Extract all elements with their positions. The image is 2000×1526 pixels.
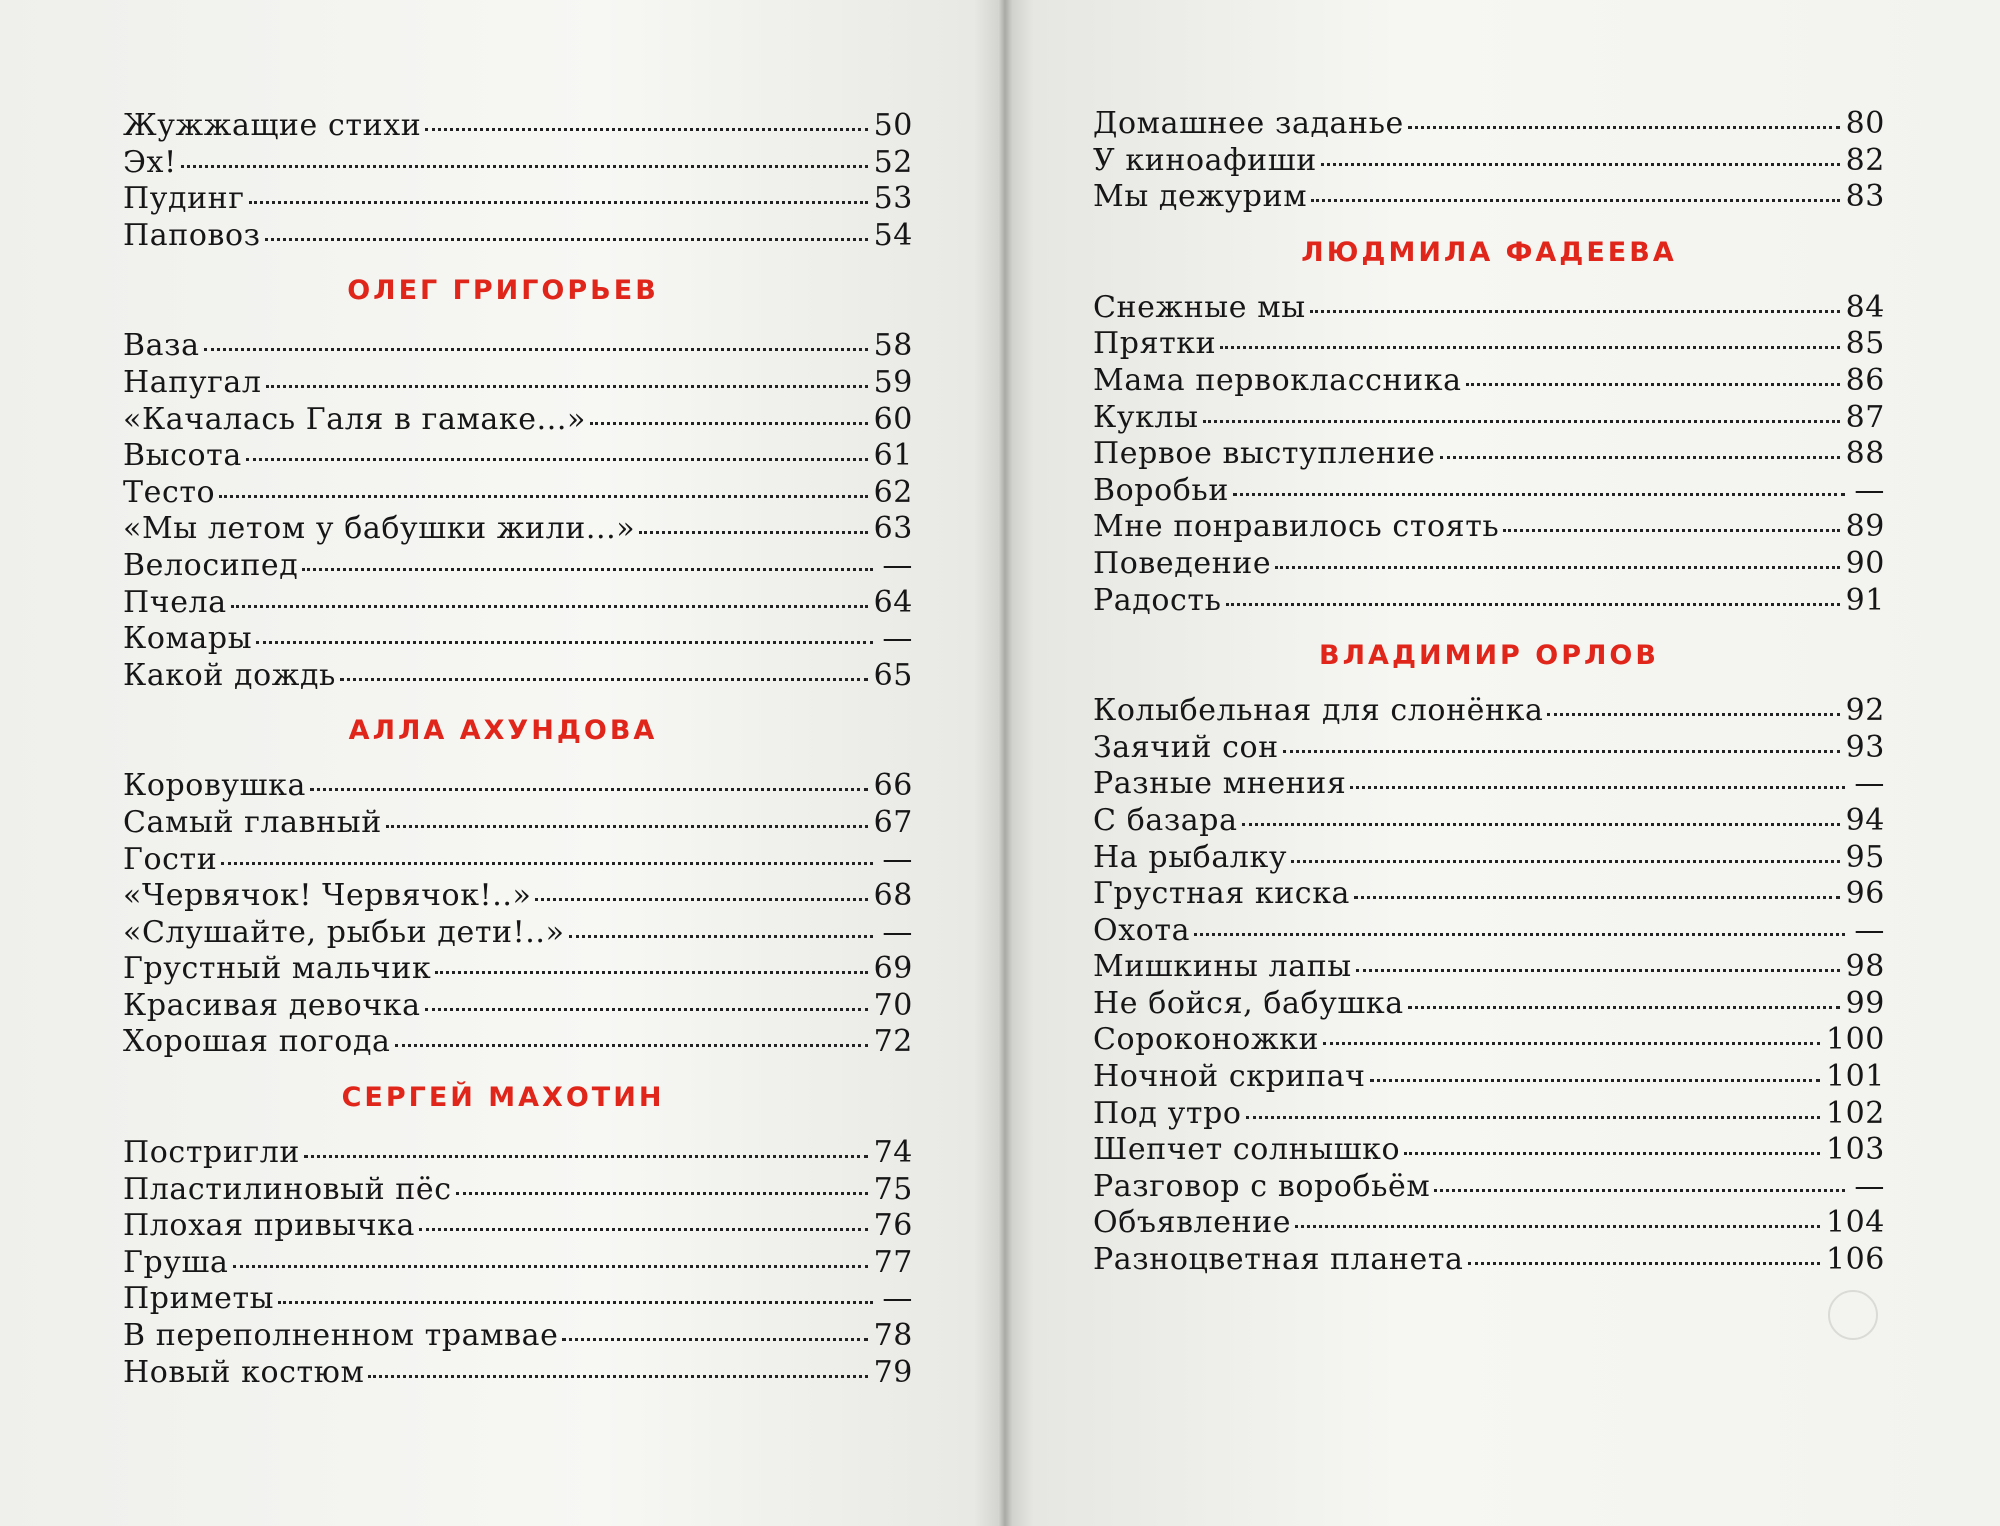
entry-title: Тесто [123, 474, 216, 510]
entry-title: Разноцветная планета [1093, 1242, 1464, 1278]
toc-entry [123, 548, 913, 585]
toc-entry [123, 145, 913, 182]
dot-leader [219, 495, 867, 498]
dot-leader [435, 971, 867, 974]
entry-title: Мы дежурим [1093, 179, 1308, 215]
entry-title: Пчела [123, 584, 227, 620]
dot-leader [265, 238, 868, 241]
entry-page-number: 90 [1845, 545, 1885, 581]
left-contents-column [123, 108, 913, 1391]
entry-page-number: 50 [873, 108, 913, 143]
dot-leader [1404, 1152, 1820, 1155]
toc-entry [1093, 509, 1885, 546]
toc-entry [123, 402, 913, 439]
entry-page-number: 93 [1845, 729, 1885, 765]
toc-entry [1093, 913, 1885, 950]
entry-page-number: 52 [873, 144, 913, 180]
toc-entry [1093, 1132, 1885, 1169]
toc-entry [1093, 583, 1885, 620]
entry-title: Первое выступление [1093, 436, 1436, 472]
toc-entry [1093, 803, 1885, 840]
dot-leader [1350, 786, 1845, 789]
entry-title: С базара [1093, 802, 1238, 838]
toc-entry [123, 328, 913, 365]
toc-entry [123, 181, 913, 218]
dot-leader [1194, 933, 1845, 936]
entry-title: Ваза [123, 328, 200, 364]
toc-entry [123, 658, 913, 695]
entry-title: Пудинг [123, 181, 245, 217]
entry-page-number: 95 [1845, 839, 1885, 875]
author-heading: АЛЛА АХУНДОВА [348, 715, 658, 747]
entry-page-number: — [1854, 912, 1885, 948]
entry-page-number: 62 [873, 474, 913, 510]
dot-leader [456, 1192, 868, 1195]
dot-leader [1295, 1225, 1820, 1228]
toc-entry [1093, 876, 1885, 913]
dot-leader [256, 641, 873, 644]
dot-leader [249, 201, 868, 204]
dot-leader [1440, 456, 1840, 459]
toc-entry [1093, 766, 1885, 803]
entry-title: Мама первоклассника [1093, 362, 1462, 398]
dot-leader [278, 1301, 873, 1304]
entry-page-number: 60 [873, 401, 913, 437]
entry-page-number: 79 [873, 1354, 913, 1390]
dot-leader [1291, 860, 1840, 863]
toc-entry [1093, 290, 1885, 327]
entry-page-number: 66 [873, 768, 913, 804]
entry-title: В переполненном трамвае [123, 1318, 559, 1354]
entry-page-number: 91 [1845, 582, 1885, 618]
dot-leader [1311, 199, 1839, 202]
toc-entry [1093, 436, 1885, 473]
entry-title: Жужжащие стихи [123, 108, 422, 143]
toc-entry [123, 1318, 913, 1355]
entry-page-number: 80 [1845, 106, 1885, 141]
entry-page-number: 77 [873, 1244, 913, 1280]
dot-leader [535, 898, 867, 901]
dot-leader [302, 568, 873, 571]
dot-leader [1370, 1079, 1820, 1082]
entry-title: «Мы летом у бабушки жили...» [123, 511, 636, 547]
entry-title: Приметы [123, 1281, 275, 1317]
dot-leader [639, 531, 867, 534]
entry-page-number: — [882, 621, 913, 657]
entry-page-number: 63 [873, 511, 913, 547]
entry-title: Плохая привычка [123, 1208, 415, 1244]
toc-entry [123, 1245, 913, 1282]
entry-page-number: 99 [1845, 985, 1885, 1021]
right-contents-column [1093, 106, 1885, 1279]
entry-title: «Качалась Галя в гамаке...» [123, 401, 586, 437]
dot-leader [266, 385, 868, 388]
toc-entry [123, 951, 913, 988]
entry-page-number: 53 [873, 181, 913, 217]
book-gutter [998, 0, 1012, 1526]
entry-title: Высота [123, 438, 242, 474]
toc-entry [123, 475, 913, 512]
dot-leader [386, 825, 868, 828]
toc-entry [1093, 986, 1885, 1023]
entry-page-number: 104 [1825, 1205, 1885, 1241]
toc-entry [1093, 1242, 1885, 1279]
age-rating-seal-showthrough [1828, 1290, 1878, 1340]
dot-leader [1408, 126, 1840, 129]
toc-entry [1093, 143, 1885, 180]
toc-entry [123, 1172, 913, 1209]
entry-title: Прятки [1093, 326, 1217, 362]
toc-entry [1093, 1096, 1885, 1133]
entry-title: «Червячок! Червячок!..» [123, 878, 532, 914]
dot-leader [425, 128, 867, 131]
dot-leader [1408, 1006, 1840, 1009]
entry-title: Грустная киска [1093, 876, 1351, 912]
toc-entry [123, 1208, 913, 1245]
toc-entry [1093, 730, 1885, 767]
entry-title: Ночной скрипач [1093, 1059, 1366, 1095]
toc-entry [123, 878, 913, 915]
entry-title: Грустный мальчик [123, 951, 432, 987]
entry-page-number: 61 [873, 438, 913, 474]
toc-entry [1093, 949, 1885, 986]
dot-leader [1275, 566, 1839, 569]
author-heading: СЕРГЕЙ МАХОТИН [341, 1082, 665, 1114]
toc-entry [123, 218, 913, 255]
entry-page-number: 88 [1845, 436, 1885, 472]
dot-leader [1233, 493, 1845, 496]
dot-leader [1220, 346, 1839, 349]
dot-leader [231, 605, 868, 608]
entry-page-number: 92 [1845, 693, 1885, 729]
author-heading: ЛЮДМИЛА ФАДЕЕВА [1301, 236, 1677, 268]
toc-entry [1093, 693, 1885, 730]
dot-leader [1547, 713, 1839, 716]
toc-entry [123, 1135, 913, 1172]
entry-page-number: 75 [873, 1171, 913, 1207]
dot-leader [1356, 969, 1840, 972]
dot-leader [1226, 603, 1840, 606]
dot-leader [1242, 823, 1840, 826]
entry-page-number: 69 [873, 951, 913, 987]
dot-leader [1321, 163, 1840, 166]
toc-entry [123, 915, 913, 952]
entry-page-number: — [882, 914, 913, 950]
entry-page-number: 94 [1845, 802, 1885, 838]
toc-entry [1093, 326, 1885, 363]
dot-leader [1246, 1116, 1820, 1119]
entry-title: Объявление [1093, 1205, 1292, 1241]
entry-title: Напугал [123, 364, 262, 400]
entry-page-number: 54 [873, 217, 913, 253]
toc-entry [1093, 106, 1885, 143]
toc-entry [123, 585, 913, 622]
dot-leader [233, 1265, 868, 1268]
toc-entry [1093, 400, 1885, 437]
entry-title: Паповоз [123, 217, 261, 253]
entry-page-number: 64 [873, 584, 913, 620]
entry-title: Заячий сон [1093, 729, 1279, 765]
toc-entry [1093, 1022, 1885, 1059]
entry-page-number: 67 [873, 804, 913, 840]
entry-page-number: 86 [1845, 362, 1885, 398]
entry-page-number: — [882, 841, 913, 877]
entry-title: Не бойся, бабушка [1093, 985, 1404, 1021]
entry-title: Красивая девочка [123, 987, 421, 1023]
toc-entry [123, 1281, 913, 1318]
entry-page-number: 98 [1845, 949, 1885, 985]
toc-entry [123, 1355, 913, 1392]
entry-page-number: 76 [873, 1208, 913, 1244]
entry-page-number: 82 [1845, 142, 1885, 178]
dot-leader [340, 678, 868, 681]
dot-leader [1354, 896, 1840, 899]
entry-title: Разные мнения [1093, 766, 1347, 802]
entry-page-number: 102 [1825, 1095, 1885, 1131]
dot-leader [246, 458, 868, 461]
dot-leader [1466, 383, 1840, 386]
toc-entry [1093, 840, 1885, 877]
entry-title: Колыбельная для слонёнка [1093, 693, 1544, 729]
entry-title: У киноафиши [1093, 142, 1317, 178]
entry-title: Радость [1093, 582, 1222, 618]
dot-leader [181, 165, 868, 168]
entry-title: Домашнее заданье [1093, 106, 1404, 141]
dot-leader [562, 1338, 867, 1341]
toc-entry [123, 511, 913, 548]
dot-leader [419, 1228, 868, 1231]
dot-leader [1503, 529, 1839, 532]
toc-entry [123, 108, 913, 145]
entry-title: Пластилиновый пёс [123, 1171, 452, 1207]
entry-title: Коровушка [123, 768, 307, 804]
toc-entry [123, 805, 913, 842]
entry-page-number: 78 [873, 1318, 913, 1354]
entry-page-number: 96 [1845, 876, 1885, 912]
entry-title: Снежные мы [1093, 289, 1306, 325]
dot-leader [304, 1155, 868, 1158]
dot-leader [204, 348, 868, 351]
entry-page-number: — [882, 547, 913, 583]
toc-entry [1093, 1059, 1885, 1096]
entry-page-number: 84 [1845, 289, 1885, 325]
entry-title: Самый главный [123, 804, 382, 840]
entry-page-number: — [1854, 766, 1885, 802]
entry-page-number: — [1854, 472, 1885, 508]
entry-title: Охота [1093, 912, 1191, 948]
toc-entry [123, 365, 913, 402]
entry-title: Разговор с воробьём [1093, 1168, 1431, 1204]
dot-leader [569, 935, 873, 938]
entry-page-number: 72 [873, 1024, 913, 1060]
dot-leader [1310, 310, 1840, 313]
dot-leader [221, 862, 873, 865]
entry-page-number: 70 [873, 987, 913, 1023]
entry-page-number: — [1854, 1168, 1885, 1204]
dot-leader [1283, 750, 1840, 753]
entry-title: Комары [123, 621, 253, 657]
entry-title: Груша [123, 1244, 229, 1280]
entry-title: Велосипед [123, 547, 299, 583]
entry-title: Под утро [1093, 1095, 1242, 1131]
entry-page-number: 89 [1845, 509, 1885, 545]
dot-leader [1323, 1042, 1820, 1045]
dot-leader [368, 1375, 867, 1378]
dot-leader [1468, 1262, 1820, 1265]
entry-page-number: — [882, 1281, 913, 1317]
entry-title: Гости [123, 841, 218, 877]
entry-page-number: 58 [873, 328, 913, 364]
toc-entry [123, 621, 913, 658]
entry-page-number: 85 [1845, 326, 1885, 362]
entry-page-number: 101 [1825, 1059, 1885, 1095]
entry-title: Воробьи [1093, 472, 1229, 508]
toc-entry [123, 438, 913, 475]
entry-title: Шепчет солнышко [1093, 1132, 1401, 1168]
entry-page-number: 103 [1825, 1132, 1885, 1168]
entry-page-number: 106 [1825, 1242, 1885, 1278]
toc-entry [123, 988, 913, 1025]
toc-entry [123, 842, 913, 879]
entry-page-number: 83 [1845, 179, 1885, 215]
dot-leader [395, 1044, 868, 1047]
entry-title: Хорошая погода [123, 1024, 391, 1060]
entry-title: Какой дождь [123, 657, 336, 693]
toc-entry [1093, 546, 1885, 583]
entry-page-number: 87 [1845, 399, 1885, 435]
dot-leader [425, 1008, 868, 1011]
entry-page-number: 59 [873, 364, 913, 400]
entry-title: Поведение [1093, 545, 1272, 581]
toc-entry [1093, 473, 1885, 510]
entry-page-number: 65 [873, 657, 913, 693]
toc-entry [123, 1024, 913, 1061]
entry-title: Постригли [123, 1135, 300, 1171]
author-heading: ОЛЕГ ГРИГОРЬЕВ [347, 275, 659, 307]
entry-title: Мишкины лапы [1093, 949, 1352, 985]
entry-title: Сороконожки [1093, 1022, 1320, 1058]
toc-entry [1093, 363, 1885, 400]
entry-title: Новый костюм [123, 1354, 365, 1390]
entry-title: Эх! [123, 144, 177, 180]
entry-page-number: 100 [1825, 1022, 1885, 1058]
toc-entry [1093, 1205, 1885, 1242]
dot-leader [1203, 420, 1840, 423]
author-heading: ВЛАДИМИР ОРЛОВ [1319, 640, 1659, 672]
toc-entry [1093, 1169, 1885, 1206]
entry-page-number: 74 [873, 1135, 913, 1171]
entry-title: Куклы [1093, 399, 1199, 435]
dot-leader [590, 422, 868, 425]
toc-entry [123, 768, 913, 805]
entry-page-number: 68 [873, 878, 913, 914]
entry-title: Мне понравилось стоять [1093, 509, 1500, 545]
toc-entry [1093, 179, 1885, 216]
entry-title: На рыбалку [1093, 839, 1288, 875]
dot-leader [1434, 1189, 1845, 1192]
dot-leader [310, 788, 868, 791]
entry-title: «Слушайте, рыбьи дети!..» [123, 914, 565, 950]
